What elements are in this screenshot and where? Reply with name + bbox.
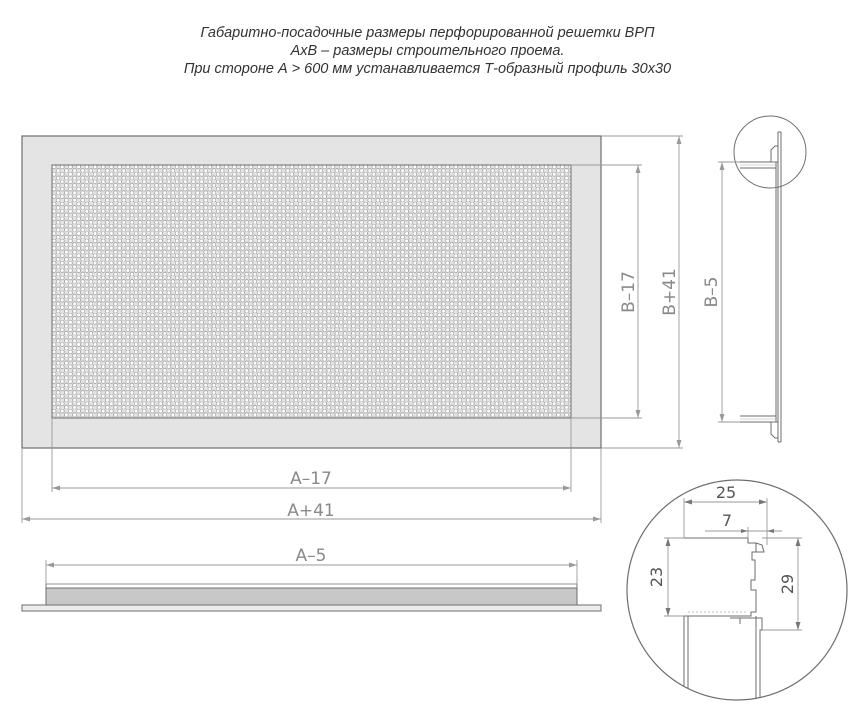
detail-view xyxy=(627,480,847,720)
caption-line-2: АхВ – размеры строительного проема. xyxy=(290,43,565,59)
dim-b-outer xyxy=(660,136,682,448)
dim-b-inner xyxy=(619,165,641,418)
dim-29-label: 29 xyxy=(778,573,797,595)
dim-a-inner-label: A–17 xyxy=(290,469,332,489)
dim-a-bottom xyxy=(46,546,577,568)
perforated-panel xyxy=(52,165,571,418)
dim-b-side-label: B–5 xyxy=(702,276,722,308)
dim-b-inner-label: B–17 xyxy=(619,271,639,313)
bottom-flange xyxy=(22,605,601,611)
detail-circle xyxy=(627,480,847,700)
side-view xyxy=(702,116,806,442)
bottom-body xyxy=(46,588,577,605)
bottom-view xyxy=(22,546,601,611)
dim-a-inner xyxy=(52,469,571,491)
dim-a-outer-label: A+41 xyxy=(287,501,335,521)
dim-a-outer xyxy=(22,501,601,522)
side-detail-circle xyxy=(734,116,806,188)
dim-a-bottom-label: A–5 xyxy=(295,546,327,566)
dim-b-side xyxy=(702,162,725,422)
dim-7-label: 7 xyxy=(721,511,733,530)
caption-line-1: Габаритно-посадочные размеры перфорированной решетки ВРП xyxy=(200,25,655,41)
caption-line-3: При стороне А > 600 мм устанавливается Т-образный профиль 30х30 xyxy=(183,61,672,77)
dim-23-label: 23 xyxy=(647,566,666,588)
front-view xyxy=(22,136,683,523)
dim-b-outer-label: B+41 xyxy=(660,268,680,316)
dim-25-label: 25 xyxy=(715,483,737,502)
